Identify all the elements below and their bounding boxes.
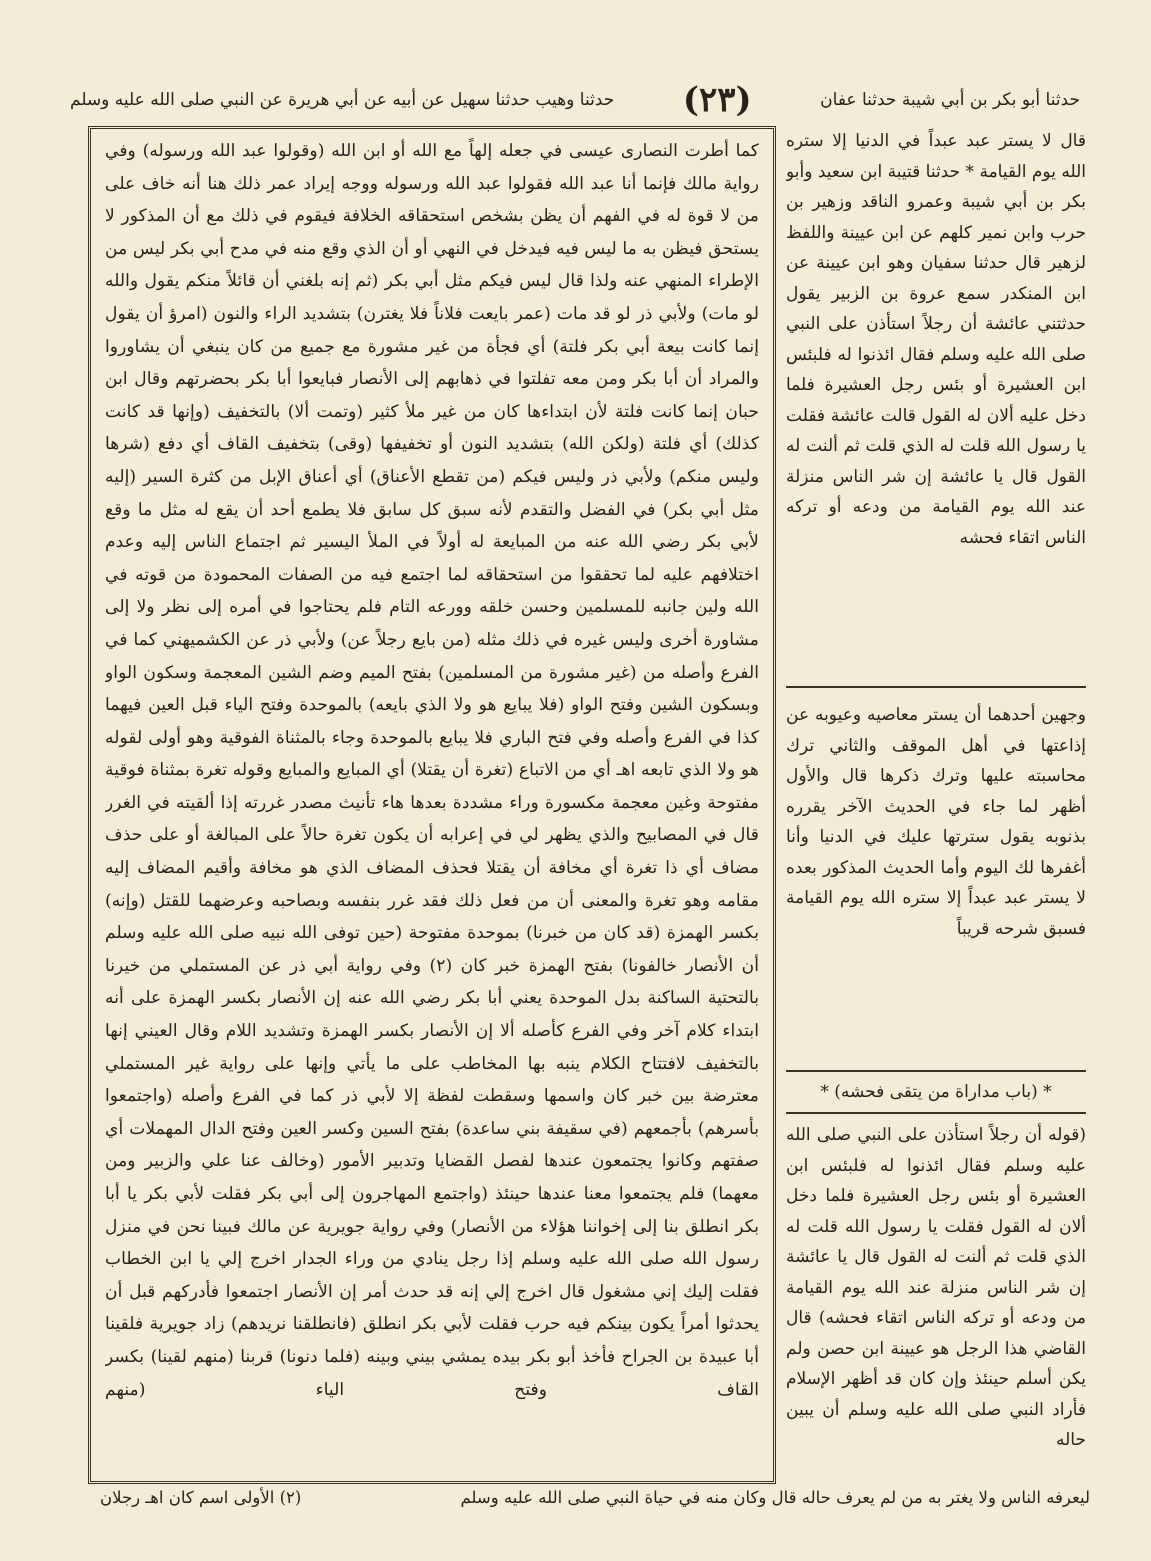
margin-commentary: وجهين أحدهما أن يستر معاصيه وعيوبه عن إذاعتها في أهل الموقف والثاني ترك محاسبته عليها وترك ذكرها قال والأول أظهر لما جاء في الحديث الآخر يقرره بذنوبه يقول سترتها عليك في الدنيا وأنا أغفرها لك اليوم وأما الحديث المذكور بعده لا يستر عبد عبداً إلا ستره الله يوم القيامة فسبق شرحه قريباً [786, 686, 1086, 1070]
header-isnad-left: حدثنا وهيب حدثنا سهيل عن أبيه عن أبي هريرة عن النبي صلى الله عليه وسلم [70, 90, 615, 110]
margin-notes: (قوله أن رجلاً استأذن على النبي صلى الله عليه وسلم فقال ائذنوا له فلبئس ابن العشيرة أو بئس رجل العشيرة فلما دخل ألان له القول فقلت يا رسول الله قلت له الذي قلت ثم ألنت له القول قال يا عائشة إن شر الناس منزلة عند الله يوم القيامة من ودعه أو تركه الناس اتقاء فحشه) قال القاضي هذا الرجل هو عيينة ابن حصن ولم يكن أسلم حينئذ وإن كان قد أظهر الإسلام فأراد النبي صلى الله عليه وسلم أن يبين حاله [786, 1125, 1086, 1450]
page-footer [100, 1488, 1090, 1507]
commentary-main-text: كما أطرت النصارى عيسى في جعله إلهاً مع الله أو ابن الله (وقولوا عبد الله ورسوله) وفي رواية مالك فإنما أنا عبد الله فقولوا عبد الله ورسوله ووجه إيراد عمر ذلك هنا أنه خاف على من لا قوة له في الفهم أن يظن بشخص استحقاقه الخلافة فيقوم في ذلك مع أن المذكور لا يستحق فيظن به ما ليس فيه فيدخل في النهي أو أن الذي وقع منه في مدح أبي بكر ليس من الإطراء المنهي عنه ولذا قال ليس فيكم مثل أبي بكر (ثم إنه بلغني أن قائلاً منكم يقول والله لو مات) ولأبي ذر لو قد مات (عمر بايعت فلاناً فلا يغترن) بتشديد الراء والنون (امرؤ أن يقول إنما كانت بيعة أبي بكر فلتة) أي فجأة من غير مشورة مع جميع من كان ينبغي أن يشاوروا والمراد أن أبا بكر ومن معه تفلتوا في ذهابهم إلى الأنصار فبايعوا أبا بكر بحضرتهم وقال ابن حبان إنما كانت فلتة لأن ابتداءها كان من غير ملأ كثير (وتمت ألا) بالتخفيف (وإنها قد كانت كذلك) أي فلتة (ولكن الله) بتشديد النون أو تخفيفها (وقى) بتخفيف القاف أي دفع (شرها وليس منكم) ولأبي ذر وليس فيكم (من تقطع الأعناق) أي أعناق الإبل من كثرة السير (إليه مثل أبي بكر) في الفضل والتقدم لأنه سبق كل سابق فلا يطمع أحد أن يقع له مثل ما وقع لأبي بكر رضي الله عنه من المبايعة له أولاً في الملأ اليسير ثم اجتماع الناس إليه وعدم اختلافهم عليه لما تحققوا من استحقاقه لما اجتمع فيه من الصفات المحمودة من قوته في الله ولين جانبه للمسلمين وحسن خلقه وورعه التام فلم يحتاجوا في أمره إلى نظر ولا إلى مشاورة أخرى وليس غيره في ذلك مثله (من بايع رجلاً عن) ولأبي ذر عن الكشميهني كما في الفرع وأصله من (غير مشورة من المسلمين) بفتح الميم وضم الشين المعجمة وسكون الواو وبسكون الشين وفتح الواو (فلا يبايع هو ولا الذي بايعه) بالموحدة وفتح الياء قبل العين فيهما كذا في الفرع وأصله وفي فتح الباري فلا يبايع بالموحدة وجاء بالمثناة الفوقية وهو أولى لقوله هو ولا الذي تابعه اهـ أي من الاتباع (تغرة أن يقتلا) أي المبايع والمبايع وقوله تغرة بمثناة فوقية مفتوحة وغين معجمة مكسورة وراء مشددة بعدها هاء تأنيث مصدر غررته إذا ألقيته في الغرر قال في المصابيح والذي يظهر لي في إعرابه أن يكون تغرة حالاً على المبالغة أو على حذف مضاف أي ذا تغرة أي مخافة أن يقتلا فحذف المضاف الذي هو مخافة وأقيم المضاف إليه مقامه وهو تغرة والمعنى أن من فعل ذلك فقد غرر بنفسه وبصاحبه وعرضهما للقتل (وإنه) بكسر الهمزة (قد كان من خبرنا) بموحدة مفتوحة (حين توفى الله نبيه صلى الله عليه وسلم أن الأنصار خالفونا) بفتح الهمزة خبر كان (٢) وفي رواية أبي ذر عن المستملي من خيرنا بالتحتية الساكنة بدل الموحدة يعني أبا بكر رضي الله عنه إن الأنصار بكسر الهمزة على أنه ابتداء كلام آخر وفي الفرع كأصله ألا إن الأنصار بكسر الهمزة وتشديد اللام وقال العيني إنها بالتخفيف لافتتاح الكلام ينبه بها المخاطب على ما يأتي وإنها على رواية غير المستملي معترضة بين خبر كان واسمها وسقطت لفظة إلا لأبي ذر كما في الفرع وأصله (واجتمعوا بأسرهم) بأجمعهم (في سقيفة بني ساعدة) بفتح السين وكسر العين وفتح الدال المهملات أي صفتهم وكانوا يجتمعون عندها لفصل القضايا وتدبير الأمور (وخالف عنا علي والزبير ومن معهما) فلم يجتمعوا معنا عندها حينئذ (واجتمع المهاجرون إلى أبي بكر فقلت لأبي بكر يا أبا بكر انطلق بنا إلى إخواننا هؤلاء من الأنصار) وفي رواية جويرية عن مالك فبينا نحن في منزل رسول الله صلى الله عليه وسلم إذا رجل ينادي من وراء الجدار اخرج إلي يا ابن الخطاب فقلت إليك إني مشغول قال اخرج إلي إنه قد حدث أمر إن الأنصار اجتمعوا فأدركهم قبل أن يحدثوا أمراً يكون بينكم فيه حرب فقلت لأبي بكر انطلق (فانطلقنا نريدهم) زاد جويرية فلقينا أبا عبيدة بن الجراح فأخذ أبو بكر بيده يمشي بيني وبينه (فلما دنونا) قربنا (منهم لقينا) بكسر القاف وفتح الياء (منهم [105, 141, 759, 1400]
footer-left-text: (٢) الأولى اسم كان اهـ رجلان [100, 1488, 302, 1507]
margin-column [786, 126, 1086, 1484]
header-isnad-right: حدثنا أبو بكر بن أبي شيبة حدثنا عفان [820, 90, 1080, 110]
hadith-text: قال لا يستر عبد عبداً في الدنيا إلا ستره الله يوم القيامة * حدثنا قتيبة ابن سعيد وأبو بكر بن أبي شيبة وعمرو الناقد وزهير بن حرب وابن نمير كلهم عن ابن عيينة واللفظ لزهير قال حدثنا سفيان وهو ابن عيينة عن ابن المنكدر سمع عروة بن الزبير يقول حدثتني عائشة أن رجلاً استأذن على النبي صلى الله عليه وسلم فقال ائذنوا له فلبئس ابن العشيرة أو بئس رجل العشيرة فلما دخل عليه ألان له القول قالت عائشة فقلت يا رسول الله قلت له الذي قلت ثم ألنت له القول قال يا عائشة إن شر الناس منزلة عند الله يوم القيامة من ودعه أو تركه الناس اتقاء فحشه [786, 131, 1086, 548]
page-number: (٢٣) [682, 80, 752, 120]
page-header [70, 74, 1080, 126]
footer-right-text: ليعرفه الناس ولا يغتر به من لم يعرف حاله قال وكان منه في حياة النبي صلى الله عليه وسلم [460, 1488, 1090, 1507]
commentary-frame [88, 126, 776, 1484]
chapter-title: * (باب مداراة من يتقى فحشه) * [786, 1070, 1086, 1114]
